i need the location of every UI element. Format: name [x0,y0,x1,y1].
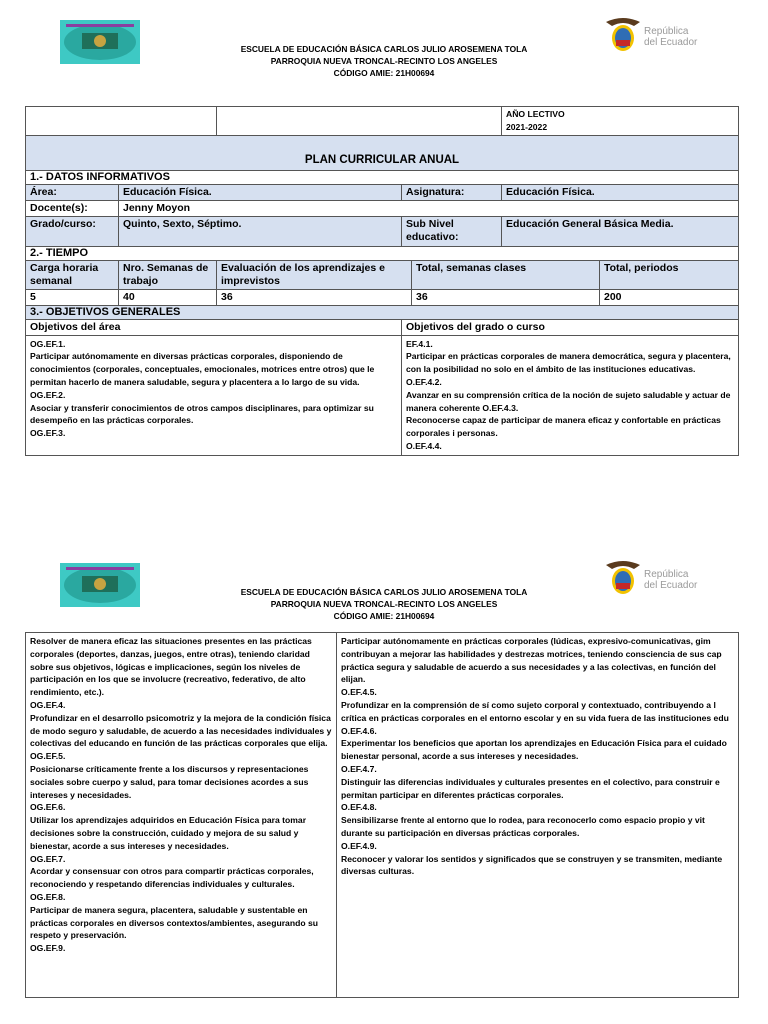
objective-line: O.EF.4.2. [406,376,442,387]
objective-line: Reconocer y valorar los sentidos y significados que se construyen y se transmiten, mediante diversas culturas. [341,853,723,877]
objective-line: O.EF.4.5. [341,687,377,698]
time-value-4: 36 [412,289,600,305]
objective-line: O.EF.4.7. [341,763,377,774]
ecuador-crest-icon [604,14,642,54]
objective-line: Posicionarse críticamente frente a los discursos y representaciones sociales sobre cuerpo y salud, para tomar decisiones acordes a sus intereses y necesidades. [30,763,309,800]
school-year-value: 2021-2022 [506,121,548,132]
plan-title: PLAN CURRICULAR ANUAL [26,135,739,170]
objective-line: Utilizar los aprendizajes adquiridos en Educación Física para tomar decisiones sobre la construcción, cuidado y mejora de su salud y bienestar, acorde a sus intereses y necesidades. [30,815,307,851]
time-value-3: 36 [217,289,412,305]
grade-objectives-cell-p1 [402,335,739,455]
school-name: ESCUELA DE EDUCACIÓN BÁSICA CARLOS JULIO AROSEMENA TOLA [240,44,528,54]
area-objectives-header: Objetivos del área [26,319,402,335]
amie-code: CÓDIGO AMIE: 21H00694 [333,68,435,78]
grade-label: Grado/curso: [26,216,119,246]
objective-line: Participar autónomamente en prácticas corporales (lúdicas, expresivo-comunicativas, gim contribuyan a mejorar las habilidades y destrezas motrices, teniendo consciencia de sus cap práctica segura y saludable de acuerdo a sus necesidades y a las colectivas, en función del elijan. [341,636,722,685]
objective-line: O.EF.4.9. [341,840,377,851]
objective-line: OG.EF.6. [30,802,66,813]
objective-line: Reconocerse capaz de participar de manera eficaz y confortable en prácticas corporales i personas. [406,415,721,439]
section1-title: 1.- DATOS INFORMATIVOS [26,170,739,184]
objective-line: OG.EF.4. [30,699,66,710]
republic-line2: del Ecuador [644,37,698,48]
objective-line: Participar autónomamente en diversas prácticas corporales, disponiendo de conocimientos (corporales, conceptuales, emocionales, motrices entre otros) que le permitan hacerlo de manera saludable, segura y placentera a lo largo de su vida. [30,351,375,387]
time-value-2: 40 [119,289,217,305]
time-header-1: Carga horaria semanal [26,260,119,289]
objective-line: OG.EF.9. [30,943,66,954]
objective-line: O.EF.4.4. [406,440,442,451]
objective-line: O.EF.4.8. [341,802,377,813]
objective-line: Experimentar los beneficios que aportan los aprendizajes en Educación Física para el cuidado bienestar personal, acorde a sus intereses y necesidades. [341,738,727,762]
objective-line: EF.4.1. [406,338,433,349]
republic-line2: del Ecuador [644,580,698,591]
objective-line: OG.EF.1. [30,338,66,349]
school-year-label: AÑO LECTIVO [506,109,565,119]
objective-line: Sensibilizarse frente al entorno que lo rodea, para reconocerlo como espacio propio y vit durante su participación en diversas prácticas corporales. [341,815,705,838]
time-header-4: Total, semanas clases [412,260,600,289]
school-year-cell [502,107,739,136]
page1-header [0,10,768,90]
time-value-5: 200 [600,289,739,305]
objective-line: Profundizar en la comprensión de sí como sujeto corporal y contextuado, contribuyendo a l crítica en prácticas corporales en el entorno escolar y en su vida fuera de las instituciones edu O.EF.4.6. [341,699,729,736]
teacher-label: Docente(s): [26,200,119,216]
objective-line: Avanzar en su comprensión crítica de la noción de sujeto saludable y actuar de manera coherente O.EF.4.3. [406,389,731,413]
objective-line: Resolver de manera eficaz las situaciones presentes en las prácticas corporales (deportes, danzas, juegos, entre otras), teniendo claridad sobre sus objetivos, lógicas e implicaciones, según los niveles de participación en los que se involucre (recreativo, federativo, de alto rendimiento, etc.). [30,636,312,698]
objective-line: Participar de manera segura, placentera, saludable y sustentable en prácticas corporales en diversos contextos/ambientes, asegurando su respeto y preservación. [30,904,318,941]
plan-table-page1 [25,106,739,456]
objective-line: OG.EF.3. [30,428,66,439]
objective-line: Participar en prácticas corporales de manera democrática, segura y placentera, con la posibilidad no solo en el ámbito de las instituciones educativas. [406,351,731,375]
parish-name: PARROQUIA NUEVA TRONCAL-RECINTO LOS ANGELES [270,56,498,66]
objective-line: Asociar y transferir conocimientos de otros campos disciplinares, para optimizar su desempeño en las prácticas corporales. [30,402,374,426]
subject-label: Asignatura: [402,184,502,200]
republic-line1: República [644,26,689,37]
sublevel-value: Educación General Básica Media. [502,216,739,246]
plan-table-page2 [25,632,739,998]
area-objectives-cell-p2 [26,633,337,998]
amie-code: CÓDIGO AMIE: 21H00694 [333,611,435,621]
section2-title: 2.- TIEMPO [26,246,739,260]
objective-line: Acordar y consensuar con otros para compartir prácticas corporales, reconociendo y respetando diferencias individuales y culturales. [30,866,314,890]
page2-header [0,553,768,633]
sublevel-label: Sub Nivel educativo: [402,216,502,246]
ecuador-crest-icon [604,557,642,597]
grade-objectives-cell-p2 [337,633,739,998]
area-label: Área: [26,184,119,200]
subject-value: Educación Física. [502,184,739,200]
time-header-3: Evaluación de los aprendizajes e imprevistos [217,260,412,289]
objective-line: OG.EF.7. [30,853,66,864]
objective-line: OG.EF.2. [30,389,66,400]
teacher-value: Jenny Moyon [119,200,739,216]
area-objectives-cell-p1 [26,335,402,455]
school-name: ESCUELA DE EDUCACIÓN BÁSICA CARLOS JULIO AROSEMENA TOLA [240,587,528,597]
time-header-5: Total, periodos [600,260,739,289]
time-value-1: 5 [26,289,119,305]
objective-line: OG.EF.8. [30,891,66,902]
blank-cell-2 [217,107,502,136]
blank-cell-1 [26,107,217,136]
objective-line: Profundizar en el desarrollo psicomotriz y la mejora de la condición física de modo seguro y saludable, de acuerdo a las necesidades individuales y colectivas del educando en función de las prácticas corporales que elija. [30,712,332,749]
section3-title: 3.- OBJETIVOS GENERALES [26,305,739,319]
area-value: Educación Física. [119,184,402,200]
republic-line1: República [644,569,689,580]
grade-objectives-header: Objetivos del grado o curso [402,319,739,335]
parish-name: PARROQUIA NUEVA TRONCAL-RECINTO LOS ANGELES [270,599,498,609]
objective-line: OG.EF.5. [30,751,66,762]
objective-line: Distinguir las diferencias individuales y culturales presentes en el colectivo, para construir e permitan participar en diferentes prácticas corporales. [341,776,720,800]
grade-value: Quinto, Sexto, Séptimo. [119,216,402,246]
time-header-2: Nro. Semanas de trabajo [119,260,217,289]
